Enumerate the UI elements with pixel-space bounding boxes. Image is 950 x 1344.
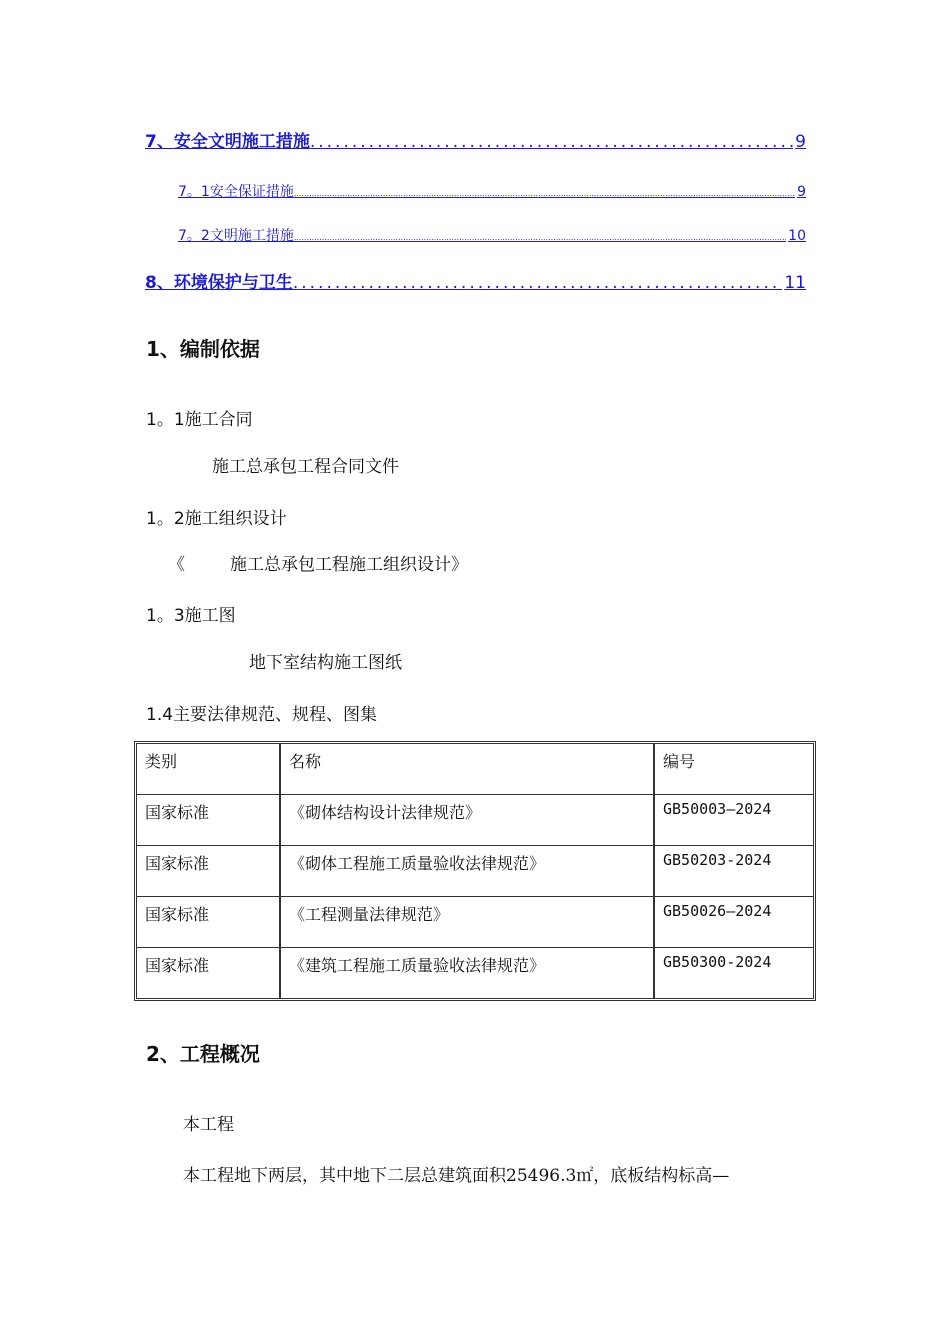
toc-title: 7。1安全保证措施 xyxy=(178,184,294,200)
table-row xyxy=(137,948,813,998)
toc-page-number: 10 xyxy=(788,228,806,244)
cell-code: GB50026—2024 xyxy=(654,897,813,948)
subsection-heading-1-1: 1。1施工合同 xyxy=(146,410,253,430)
toc-page-number: 9 xyxy=(795,132,806,152)
cell-category: 国家标准 xyxy=(137,846,280,897)
cell-code: GB50300-2024 xyxy=(654,948,813,998)
toc-page-number: 9 xyxy=(797,184,806,200)
cell-name: 《砌体工程施工质量验收法律规范》 xyxy=(280,846,654,897)
toc-entry-7-1[interactable] xyxy=(178,181,806,201)
toc-title: 8、环境保护与卫生 xyxy=(145,273,293,293)
cell-name: 《工程测量法律规范》 xyxy=(280,897,654,948)
cell-category: 国家标准 xyxy=(137,948,280,998)
toc-leader xyxy=(294,189,795,198)
paragraph-1-2-open: 《 xyxy=(168,555,185,575)
cell-code: GB50203-2024 xyxy=(654,846,813,897)
standards-table xyxy=(134,741,816,1001)
table-row xyxy=(137,846,813,897)
toc-leader xyxy=(310,132,793,152)
cell-category: 国家标准 xyxy=(137,897,280,948)
paragraph-2-1: 本工程 xyxy=(183,1115,234,1135)
section-heading-1: 1、编制依据 xyxy=(146,337,260,361)
header-category: 类别 xyxy=(137,744,280,795)
toc-title: 7、安全文明施工措施 xyxy=(145,132,310,152)
header-name: 名称 xyxy=(280,744,654,795)
table-row xyxy=(137,897,813,948)
toc-title: 7。2文明施工措施 xyxy=(178,228,294,244)
toc-entry-7-2[interactable] xyxy=(178,225,806,245)
paragraph-1-1: 施工总承包工程合同文件 xyxy=(212,457,399,477)
toc-leader xyxy=(293,273,783,293)
cell-name: 《建筑工程施工质量验收法律规范》 xyxy=(280,948,654,998)
paragraph-1-3: 地下室结构施工图纸 xyxy=(249,653,402,673)
subsection-heading-1-2: 1。2施工组织设计 xyxy=(146,509,287,529)
paragraph-1-2: 施工总承包工程施工组织设计》 xyxy=(230,555,468,575)
subsection-heading-1-3: 1。3施工图 xyxy=(146,606,236,626)
paragraph-2-2: 本工程地下两层，其中地下二层总建筑面积25496.3㎡，底板结构标高— xyxy=(183,1166,730,1186)
subsection-heading-1-4: 1.4主要法律规范、规程、图集 xyxy=(146,705,378,725)
section-heading-2: 2、工程概况 xyxy=(146,1042,260,1066)
cell-category: 国家标准 xyxy=(137,795,280,846)
toc-entry-8[interactable] xyxy=(145,268,806,293)
toc-leader xyxy=(294,233,786,242)
header-code: 编号 xyxy=(654,744,813,795)
table-row xyxy=(137,795,813,846)
cell-name: 《砌体结构设计法律规范》 xyxy=(280,795,654,846)
table-header-row xyxy=(137,744,813,795)
toc-entry-7[interactable] xyxy=(145,127,806,152)
cell-code: GB50003—2024 xyxy=(654,795,813,846)
toc-page-number: 11 xyxy=(784,273,806,293)
